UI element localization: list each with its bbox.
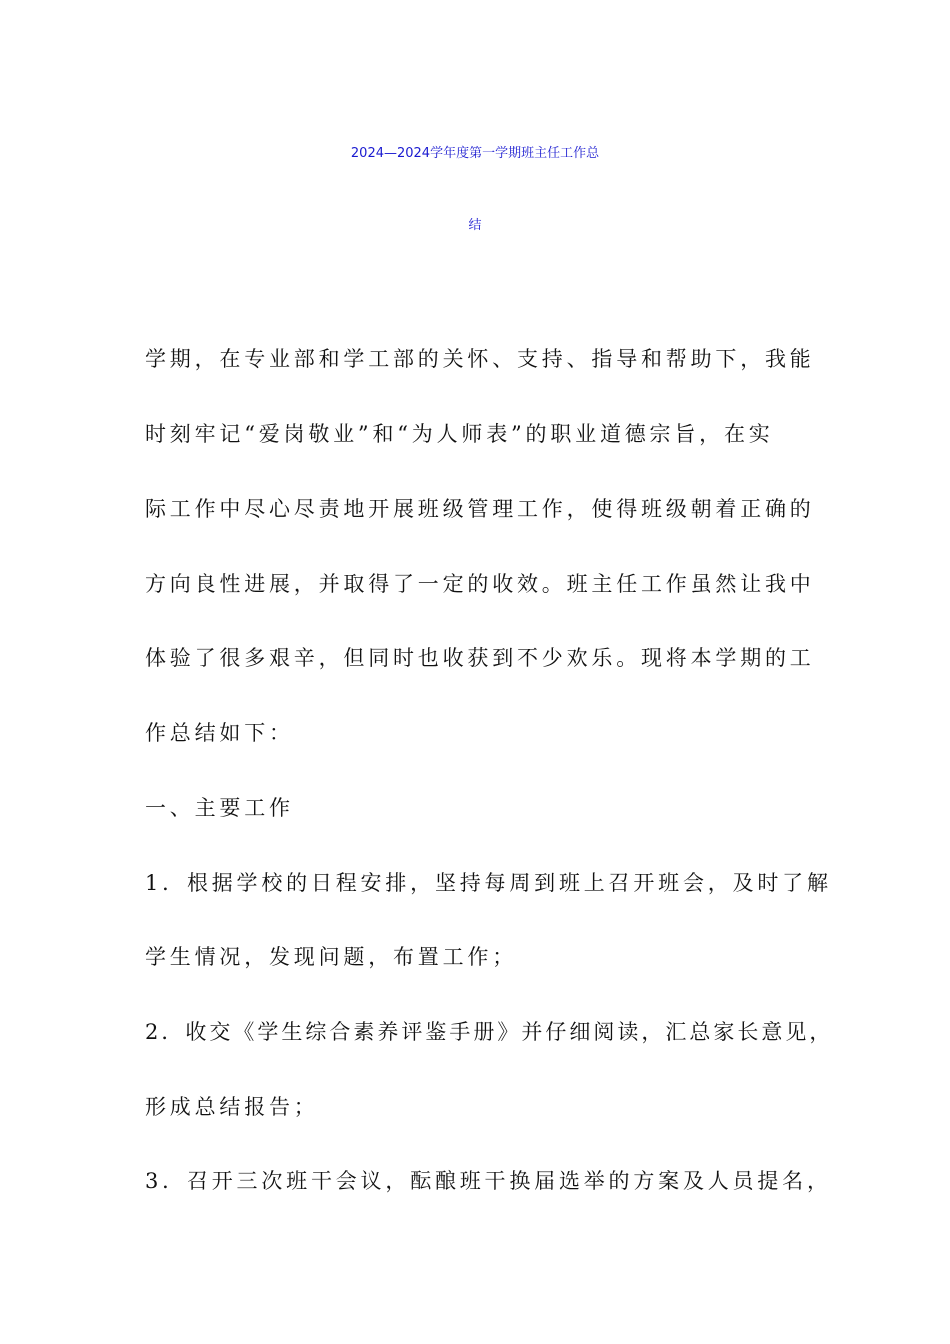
document-title-line-2: 结 bbox=[468, 218, 482, 233]
body-line-6: 作总结如下： bbox=[145, 721, 294, 745]
body-line-8: 1．根据学校的日程安排，坚持每周到班上召开班会，及时了解 bbox=[145, 871, 832, 895]
document-title-line-1: 2024—2024学年度第一学期班主任工作总 bbox=[350, 146, 600, 161]
body-line-10: 2．收交《学生综合素养评鉴手册》并仔细阅读，汇总家长意见， bbox=[145, 1020, 834, 1044]
body-line-2: 时刻牢记“爱岗敬业”和“为人师表”的职业道德宗旨，在实 bbox=[145, 422, 774, 446]
body-line-5: 体验了很多艰辛，但同时也收获到不少欢乐。现将本学期的工 bbox=[145, 646, 815, 670]
body-line-11: 形成总结报告； bbox=[145, 1095, 319, 1119]
body-line-12: 3．召开三次班干会议，酝酿班干换届选举的方案及人员提名， bbox=[145, 1169, 832, 1193]
body-line-9: 学生情况，发现问题，布置工作； bbox=[145, 945, 517, 969]
section-heading-main-work: 一、主要工作 bbox=[145, 796, 294, 820]
body-line-1: 学期，在专业部和学工部的关怀、支持、指导和帮助下，我能 bbox=[145, 347, 815, 371]
body-line-4: 方向良性进展，并取得了一定的收效。班主任工作虽然让我中 bbox=[145, 572, 815, 596]
body-line-3: 际工作中尽心尽责地开展班级管理工作，使得班级朝着正确的 bbox=[145, 497, 815, 521]
